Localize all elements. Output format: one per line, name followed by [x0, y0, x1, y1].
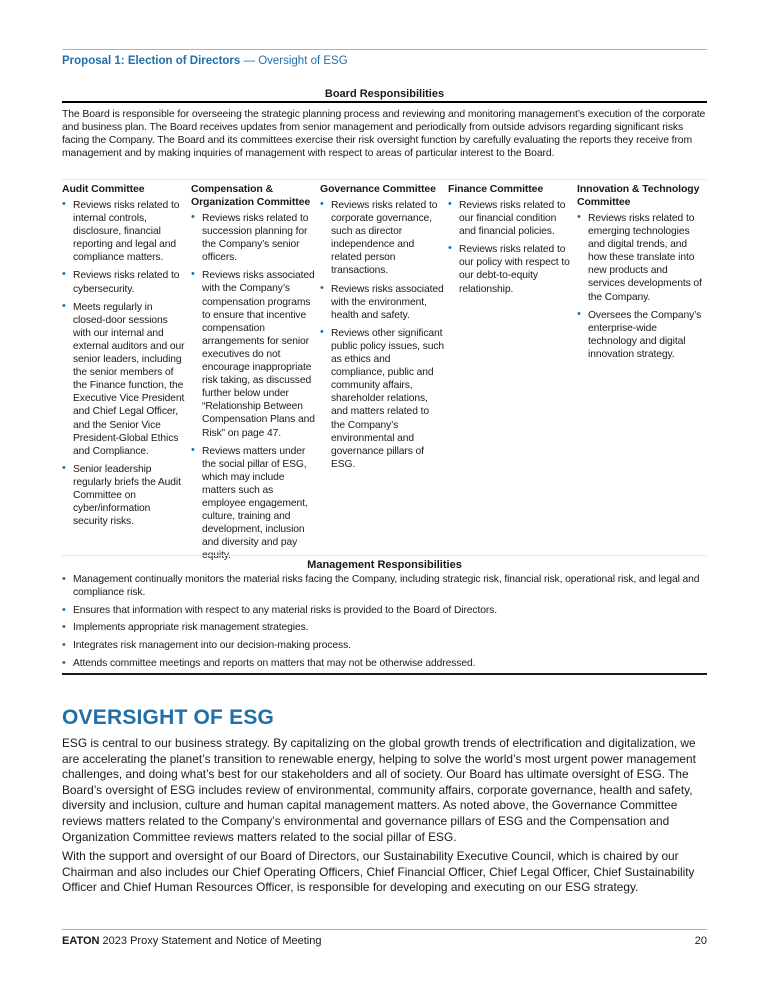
list-item: • Reviews risks related to corporate governance, such as director independence and related person transactions.	[320, 198, 438, 277]
bullet-icon: •	[62, 621, 66, 634]
page-header	[62, 55, 348, 67]
footer-title	[62, 935, 321, 947]
board-responsibilities-title: Board Responsibilities	[324, 88, 445, 100]
committee-column-finance	[448, 183, 572, 301]
list-item: • Integrates risk management into our decision-making process.	[62, 639, 351, 652]
list-item: • Reviews matters under the social pillar of ESG, which may include matters such as employee engagement, culture, training and development, inclusion and diversity and pay	[191, 443, 308, 549]
committee-column-governance	[320, 183, 444, 476]
bullet-icon: •	[320, 325, 324, 338]
committee-title: Governance Committee	[320, 183, 436, 195]
esg-paragraph: With the support and oversight of our Board of Directors, our Sustainability Executive Council, which is chaired by our Chairman and also includes our Chief Operating Officers, Chief Financial Officer, Chief Legal Officer, Chief Sustainability Officer and Chief Human Resources Officer, is responsible for developing and executing on our ESG strategy.	[62, 849, 695, 895]
list-item: • Oversees the Company’s enterprise-wide technology and digital innovation strategy.	[577, 307, 702, 360]
list-item: • Reviews risks related to internal controls, disclosure, financial reporting and legal and compliance matters.	[62, 198, 180, 264]
bullet-icon: •	[62, 268, 66, 281]
committee-column-audit	[62, 183, 186, 533]
list-item: • Reviews risks associated with the Company’s compensation programs to ensure that incentive compensation arrangements for senior executives do not encourage inappropriate risk taking, as discussed further below under “Relationship Between Compensation Plans and Risk” on page 47.	[191, 268, 315, 439]
header-proposal: Proposal 1: Election of Directors	[62, 55, 241, 67]
bullet-icon: •	[448, 242, 452, 255]
bullet-icon: •	[320, 198, 324, 210]
management-rule-top	[62, 555, 707, 556]
list-item: • Reviews risks related to our financial condition and financial policies.	[448, 198, 566, 238]
bullet-icon: •	[577, 211, 581, 223]
list-item: • Reviews other significant public policy issues, such as ethics and compliance, public and community affairs, shareholder relations, and matters related to the Company’s environmental and governance pillars of ESG.	[320, 325, 445, 470]
management-responsibilities-title: Management Responsibilities	[307, 559, 462, 571]
footer-rule	[62, 929, 707, 930]
header-rule	[62, 49, 707, 50]
bullet-icon: •	[62, 198, 66, 210]
list-item: • Reviews risks related to cybersecurity.	[62, 268, 180, 295]
bullet-icon: •	[62, 573, 66, 585]
list-item: • Reviews risks related to our policy with respect to our debt-to-equity relationship.	[448, 242, 570, 295]
bullet-icon: •	[191, 443, 195, 456]
bullet-icon: •	[62, 603, 66, 616]
bullet-icon: •	[191, 268, 195, 281]
list-item: • Attends committee meetings and reports on matters that may not be otherwise addressed.	[62, 656, 476, 669]
list-item: • Reviews risks associated with the environment, health and safety.	[320, 281, 444, 321]
bullet-icon: •	[320, 281, 324, 294]
bullet-icon: •	[62, 461, 66, 474]
board-title-rule	[62, 101, 707, 103]
list-item: • Senior leadership regularly briefs the Audit Committee on cyber/information security risks.	[62, 461, 181, 528]
header-section: Oversight of ESG	[258, 55, 348, 67]
management-list	[62, 574, 707, 676]
bullet-icon: •	[62, 656, 66, 669]
footer-text: 2023 Proxy Statement and Notice of Meeting	[99, 935, 322, 947]
list-item: • Reviews risks related to emerging technologies and digital trends, and how these translate into new products and services developments of the Company.	[577, 211, 702, 303]
list-item: • Ensures that information with respect to any material risks is provided to the Board of Directors.	[62, 603, 498, 616]
bullet-icon: •	[577, 307, 581, 320]
management-rule-bottom	[62, 673, 707, 675]
footer-brand: EATON	[62, 935, 100, 947]
bullet-icon: •	[62, 299, 66, 312]
committee-title: Innovation & Technology Committee	[577, 183, 700, 208]
list-item: • Implements appropriate risk management strategies.	[62, 621, 309, 634]
committees-rule	[62, 179, 707, 180]
bullet-icon: •	[448, 198, 452, 210]
esg-section-title: OVERSIGHT OF ESG	[62, 706, 275, 729]
list-item: • Meets regularly in closed-door sessions with our internal and external auditors and our senior leaders, including the senior members of the Finance function, the Executive Vice President and Chief Legal Officer, and the Senior Vice President-Global Ethics and Compliance.	[62, 299, 185, 457]
list-item: • Management continually monitors the material risks facing the Company, including strategic risk, financial risk, operational risk, and legal and compliance risk.	[62, 573, 700, 598]
board-responsibilities-text: The Board is responsible for overseeing the strategic planning process and reviewing and monitoring management’s execution of the corporate and business plan. The Board receives updates from senior management and periodically from outside advisors regarding significant risks facing the Company. The Board and its committees exercise their risk oversight function by carefully evaluating the reports they receive from management and by making inquiries of management with respect to areas of particular interest to the Board.	[62, 109, 706, 160]
committee-title: Compensation & Organization Committee	[191, 183, 311, 208]
header-separator: —	[240, 55, 259, 67]
committee-title: Audit Committee	[62, 183, 145, 195]
bullet-icon: •	[62, 639, 66, 652]
page-number: 20	[694, 935, 707, 947]
committee-column-compensation	[191, 183, 315, 567]
esg-paragraph: ESG is central to our business strategy. By capitalizing on the global growth trends of electrification and digitalization, we are accelerating the planet’s transition to renewable energy, helping to solve the world’s most urgent power management challenges, and doing what’s best for our stakeholders and all of society. Our Board has ultimate oversight of ESG. The Board’s oversight of ESG includes review of environmental, community affairs, corporate governance, health and safety, diversity and inclusion, culture and human capital management matters. As noted above, the Governance Committee reviews matters related to the Company’s environmental and governance pillars of ESG and the Compensation and Organization Committee reviews matters related to the social pillar of ESG.	[62, 736, 696, 844]
committee-column-innovation	[577, 183, 707, 366]
list-item: • Reviews risks related to succession planning for the Company’s senior officers.	[191, 211, 309, 264]
committee-title: Finance Committee	[448, 183, 544, 195]
bullet-icon: •	[191, 211, 195, 223]
